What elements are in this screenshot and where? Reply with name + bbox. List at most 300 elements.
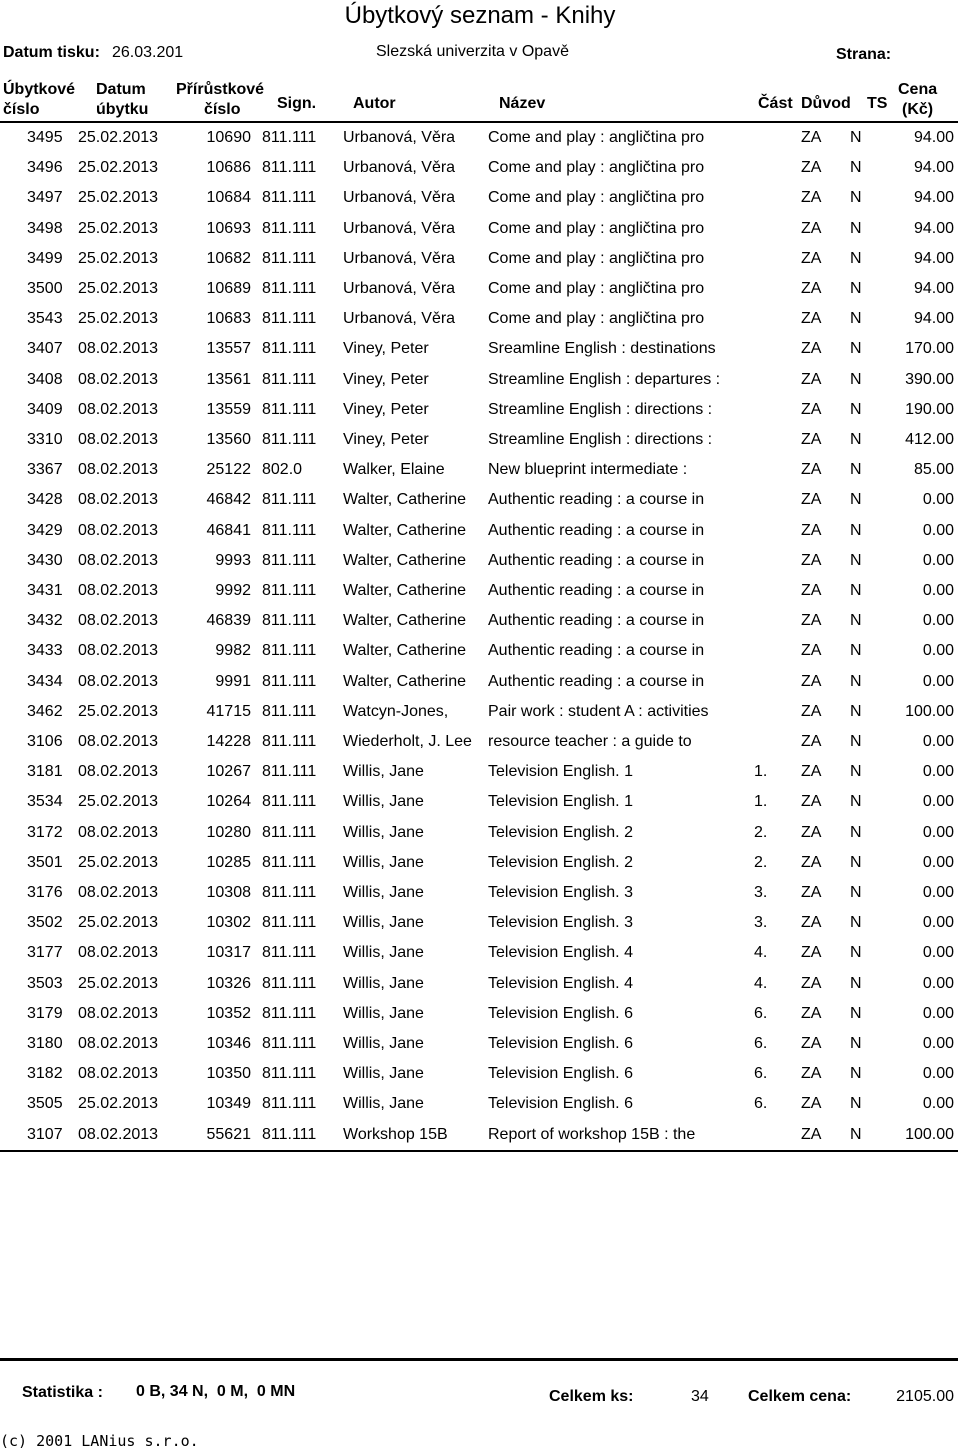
cell-author: Walter, Catherine	[343, 551, 467, 569]
cell-ts: N	[850, 823, 862, 841]
cell-sign: 811.111	[262, 219, 317, 237]
table-row	[0, 304, 960, 334]
table-row	[0, 878, 960, 908]
cell-author: Walter, Catherine	[343, 672, 467, 690]
table-bottom-rule	[0, 1150, 958, 1152]
cell-date: 08.02.2013	[78, 521, 159, 539]
cell-id: 3172	[27, 823, 63, 841]
cell-sign: 811.111	[262, 491, 317, 509]
cell-author: Willis, Jane	[343, 853, 424, 871]
cell-ts: N	[850, 219, 862, 237]
col-header-sign: Sign.	[277, 95, 317, 112]
cell-accession: 10352	[206, 1004, 251, 1022]
cell-price: 0.00	[922, 1035, 954, 1052]
table-row	[0, 606, 960, 636]
cell-title: Come and play : angličtina pro	[488, 219, 705, 237]
cell-ts: N	[850, 793, 862, 811]
cell-reason: ZA	[801, 189, 822, 207]
cell-reason: ZA	[801, 1125, 822, 1143]
cell-title: Authentic reading : a course in	[488, 612, 705, 630]
cell-title: Television English. 2	[488, 823, 633, 841]
cell-id: 3107	[27, 1125, 63, 1143]
cell-price: 85.00	[913, 461, 954, 479]
col-header-author: Autor	[353, 95, 396, 112]
cell-id: 3534	[27, 793, 63, 811]
cell-ts: N	[850, 189, 862, 207]
cell-price: 94.00	[913, 219, 954, 237]
cell-id: 3496	[27, 159, 63, 177]
cell-price: 94.00	[913, 310, 954, 328]
cell-accession: 10689	[206, 280, 251, 297]
cell-date: 25.02.2013	[78, 159, 159, 177]
cell-accession: 13560	[206, 431, 251, 448]
table-row	[0, 455, 960, 485]
total-price-value: 2105.00	[896, 1388, 954, 1405]
cell-title: Television English. 6	[488, 1065, 633, 1083]
cell-date: 08.02.2013	[78, 763, 159, 781]
cell-title: Television English. 3	[488, 914, 633, 932]
cell-ts: N	[850, 1065, 862, 1083]
cell-accession: 9992	[215, 582, 251, 599]
cell-ts: N	[850, 884, 862, 901]
cell-price: 170.00	[905, 340, 954, 358]
cell-accession: 46839	[206, 612, 251, 630]
cell-ts: N	[850, 974, 862, 992]
cell-id: 3409	[27, 400, 63, 418]
statistics-value: 0 B, 34 N, 0 M, 0 MN	[136, 1383, 296, 1400]
cell-accession: 46842	[206, 491, 251, 509]
cell-part: 1.	[754, 793, 768, 811]
cell-price: 190.00	[905, 400, 954, 418]
cell-accession: 10346	[206, 1035, 251, 1052]
cell-author: Urbanová, Věra	[343, 219, 456, 237]
cell-id: 3367	[27, 461, 63, 479]
cell-id: 3497	[27, 189, 63, 207]
cell-ts: N	[850, 672, 862, 690]
page-title: Úbytkový seznam - Knihy	[344, 2, 616, 29]
cell-id: 3106	[27, 733, 63, 750]
table-row	[0, 153, 960, 183]
cell-sign: 811.111	[262, 914, 317, 932]
cell-sign: 811.111	[262, 1065, 317, 1083]
cell-part: 1.	[754, 763, 768, 781]
cell-ts: N	[850, 431, 862, 448]
table-row	[0, 365, 960, 395]
table-row	[0, 334, 960, 364]
cell-date: 08.02.2013	[78, 642, 159, 660]
cell-ts: N	[850, 400, 862, 418]
table-row	[0, 848, 960, 878]
cell-date: 08.02.2013	[78, 823, 159, 841]
cell-date: 08.02.2013	[78, 944, 159, 962]
cell-sign: 811.111	[262, 400, 317, 418]
table-row	[0, 818, 960, 848]
institution-subtitle: Slezská univerzita v Opavě	[376, 43, 569, 60]
cell-author: Willis, Jane	[343, 974, 424, 992]
cell-ts: N	[850, 763, 862, 781]
cell-sign: 802.0	[262, 461, 303, 479]
cell-accession: 10285	[206, 853, 251, 871]
cell-date: 25.02.2013	[78, 702, 159, 720]
cell-author: Willis, Jane	[343, 944, 424, 962]
cell-id: 3432	[27, 612, 63, 630]
cell-id: 3500	[27, 280, 63, 297]
cell-accession: 10686	[206, 159, 251, 177]
cell-sign: 811.111	[262, 974, 317, 992]
cell-reason: ZA	[801, 521, 822, 539]
cell-id: 3495	[27, 129, 63, 146]
cell-id: 3429	[27, 521, 63, 539]
cell-title: resource teacher : a guide to	[488, 733, 692, 750]
cell-ts: N	[850, 280, 862, 297]
cell-price: 0.00	[922, 1065, 954, 1083]
cell-id: 3501	[27, 853, 63, 871]
cell-reason: ZA	[801, 431, 822, 448]
cell-accession: 9982	[215, 642, 251, 660]
table-row	[0, 395, 960, 425]
cell-title: Report of workshop 15B : the	[488, 1125, 696, 1143]
cell-reason: ZA	[801, 310, 822, 328]
cell-sign: 811.111	[262, 823, 317, 841]
cell-sign: 811.111	[262, 370, 317, 388]
cell-author: Workshop 15B	[343, 1125, 448, 1143]
cell-price: 94.00	[913, 159, 954, 177]
cell-reason: ZA	[801, 249, 822, 267]
cell-part: 6.	[754, 1065, 768, 1083]
cell-title: Streamline English : departures :	[488, 370, 721, 388]
cell-reason: ZA	[801, 914, 822, 932]
col-header-price: Cena (Kč)	[898, 81, 938, 118]
cell-title: Come and play : angličtina pro	[488, 129, 705, 146]
table-row	[0, 667, 960, 697]
cell-id: 3181	[27, 763, 63, 781]
cell-author: Urbanová, Věra	[343, 280, 456, 297]
cell-title: Come and play : angličtina pro	[488, 249, 705, 267]
cell-price: 0.00	[922, 944, 954, 962]
cell-accession: 10690	[206, 129, 251, 146]
cell-sign: 811.111	[262, 129, 317, 146]
cell-reason: ZA	[801, 823, 822, 841]
print-date-label: Datum tisku:	[3, 44, 100, 61]
total-count-label: Celkem ks:	[549, 1388, 634, 1405]
cell-reason: ZA	[801, 793, 822, 811]
cell-date: 25.02.2013	[78, 280, 159, 297]
cell-accession: 10280	[206, 823, 251, 841]
table-row	[0, 274, 960, 304]
cell-price: 94.00	[913, 129, 954, 146]
cell-author: Urbanová, Věra	[343, 189, 456, 207]
cell-title: Come and play : angličtina pro	[488, 159, 705, 177]
cell-reason: ZA	[801, 551, 822, 569]
table-row	[0, 1120, 960, 1150]
cell-id: 3498	[27, 219, 63, 237]
cell-sign: 811.111	[262, 159, 317, 177]
cell-date: 08.02.2013	[78, 461, 159, 479]
cell-date: 08.02.2013	[78, 551, 159, 569]
cell-title: Television English. 3	[488, 884, 633, 901]
cell-part: 2.	[754, 853, 768, 871]
cell-date: 25.02.2013	[78, 310, 159, 328]
cell-title: Authentic reading : a course in	[488, 491, 705, 509]
cell-sign: 811.111	[262, 642, 317, 660]
cell-id: 3505	[27, 1095, 63, 1113]
cell-id: 3177	[27, 944, 63, 962]
cell-price: 100.00	[905, 702, 954, 720]
cell-accession: 10684	[206, 189, 251, 207]
cell-reason: ZA	[801, 884, 822, 901]
cell-sign: 811.111	[262, 612, 317, 630]
cell-author: Walter, Catherine	[343, 491, 467, 509]
cell-title: Come and play : angličtina pro	[488, 189, 705, 207]
table-row	[0, 546, 960, 576]
table-row	[0, 969, 960, 999]
cell-part: 6.	[754, 1004, 768, 1022]
col-header-id: Úbytkové číslo	[3, 81, 76, 118]
col-header-accession: Přírůstkové číslo	[176, 81, 265, 118]
cell-author: Willis, Jane	[343, 763, 424, 781]
table-row	[0, 999, 960, 1029]
cell-id: 3462	[27, 702, 63, 720]
table-row	[0, 757, 960, 787]
col-header-part: Část	[758, 95, 793, 112]
cell-accession: 13561	[206, 370, 251, 388]
cell-accession: 13559	[206, 400, 251, 418]
cell-reason: ZA	[801, 370, 822, 388]
cell-author: Urbanová, Věra	[343, 129, 456, 146]
cell-id: 3431	[27, 582, 63, 599]
cell-title: Television English. 6	[488, 1095, 633, 1113]
cell-sign: 811.111	[262, 672, 317, 690]
cell-accession: 10349	[206, 1095, 251, 1113]
cell-date: 08.02.2013	[78, 400, 159, 418]
cell-price: 0.00	[922, 521, 954, 539]
col-header-title: Název	[499, 95, 546, 112]
cell-title: Television English. 1	[488, 793, 633, 811]
cell-author: Viney, Peter	[343, 400, 429, 418]
cell-title: Authentic reading : a course in	[488, 582, 705, 599]
table-row	[0, 787, 960, 817]
cell-price: 0.00	[922, 642, 954, 660]
cell-accession: 10308	[206, 884, 251, 901]
cell-title: Television English. 4	[488, 974, 633, 992]
cell-title: Streamline English : directions :	[488, 431, 713, 448]
cell-ts: N	[850, 461, 862, 479]
cell-author: Willis, Jane	[343, 1004, 424, 1022]
cell-title: Authentic reading : a course in	[488, 551, 705, 569]
cell-accession: 9993	[215, 551, 251, 569]
cell-author: Wiederholt, J. Lee	[343, 733, 472, 750]
cell-title: Pair work : student A : activities	[488, 702, 709, 720]
cell-ts: N	[850, 340, 862, 358]
cell-id: 3543	[27, 310, 63, 328]
cell-price: 0.00	[922, 823, 954, 841]
cell-reason: ZA	[801, 853, 822, 871]
cell-date: 25.02.2013	[78, 914, 159, 932]
cell-accession: 10693	[206, 219, 251, 237]
cell-sign: 811.111	[262, 1125, 317, 1143]
col-header-date: Datum úbytku	[96, 81, 149, 118]
table-row	[0, 636, 960, 666]
table-row	[0, 697, 960, 727]
cell-id: 3182	[27, 1065, 63, 1083]
cell-reason: ZA	[801, 763, 822, 781]
cell-reason: ZA	[801, 1095, 822, 1113]
cell-date: 08.02.2013	[78, 1065, 159, 1083]
cell-sign: 811.111	[262, 763, 317, 781]
cell-author: Viney, Peter	[343, 340, 429, 358]
cell-accession: 55621	[206, 1125, 251, 1143]
total-price-label: Celkem cena:	[748, 1388, 852, 1405]
cell-accession: 14228	[206, 733, 251, 750]
table-row	[0, 1029, 960, 1059]
cell-title: Television English. 6	[488, 1004, 633, 1022]
cell-reason: ZA	[801, 733, 822, 750]
statistics-label: Statistika :	[22, 1384, 103, 1401]
cell-date: 25.02.2013	[78, 853, 159, 871]
cell-reason: ZA	[801, 1004, 822, 1022]
cell-reason: ZA	[801, 400, 822, 418]
cell-price: 0.00	[922, 1095, 954, 1113]
cell-sign: 811.111	[262, 582, 317, 599]
table-row	[0, 485, 960, 515]
cell-author: Willis, Jane	[343, 793, 424, 811]
cell-author: Walter, Catherine	[343, 521, 467, 539]
cell-price: 0.00	[922, 974, 954, 992]
cell-sign: 811.111	[262, 189, 317, 207]
cell-accession: 10317	[206, 944, 251, 962]
cell-sign: 811.111	[262, 431, 317, 448]
cell-author: Urbanová, Věra	[343, 249, 456, 267]
cell-part: 2.	[754, 823, 768, 841]
cell-sign: 811.111	[262, 702, 317, 720]
cell-reason: ZA	[801, 340, 822, 358]
cell-id: 3502	[27, 914, 63, 932]
cell-title: Television English. 2	[488, 853, 633, 871]
cell-ts: N	[850, 733, 862, 750]
cell-price: 0.00	[922, 582, 954, 599]
cell-price: 94.00	[913, 189, 954, 207]
cell-ts: N	[850, 310, 862, 328]
cell-author: Watcyn-Jones,	[343, 702, 449, 720]
cell-sign: 811.111	[262, 733, 317, 750]
cell-title: Television English. 1	[488, 763, 633, 781]
copyright-notice: (c) 2001 LANius s.r.o.	[0, 1432, 199, 1450]
cell-sign: 811.111	[262, 793, 317, 811]
cell-id: 3408	[27, 370, 63, 388]
cell-reason: ZA	[801, 461, 822, 479]
cell-price: 0.00	[922, 733, 954, 750]
cell-author: Urbanová, Věra	[343, 310, 456, 328]
cell-ts: N	[850, 642, 862, 660]
cell-sign: 811.111	[262, 1035, 317, 1052]
cell-part: 6.	[754, 1035, 768, 1052]
cell-accession: 10683	[206, 310, 251, 328]
print-date-value: 26.03.201	[112, 44, 184, 61]
cell-sign: 811.111	[262, 249, 317, 267]
cell-author: Willis, Jane	[343, 914, 424, 932]
cell-ts: N	[850, 1125, 862, 1143]
cell-date: 25.02.2013	[78, 793, 159, 811]
cell-price: 0.00	[922, 491, 954, 509]
cell-date: 08.02.2013	[78, 884, 159, 901]
cell-reason: ZA	[801, 159, 822, 177]
cell-accession: 10326	[206, 974, 251, 992]
cell-price: 0.00	[922, 914, 954, 932]
cell-ts: N	[850, 582, 862, 599]
cell-sign: 811.111	[262, 884, 317, 901]
total-count-value: 34	[691, 1388, 709, 1405]
cell-id: 3176	[27, 884, 63, 901]
cell-reason: ZA	[801, 974, 822, 992]
cell-sign: 811.111	[262, 551, 317, 569]
cell-part: 3.	[754, 884, 768, 901]
cell-date: 08.02.2013	[78, 431, 159, 448]
cell-reason: ZA	[801, 944, 822, 962]
cell-id: 3430	[27, 551, 63, 569]
cell-title: Authentic reading : a course in	[488, 672, 705, 690]
cell-ts: N	[850, 370, 862, 388]
cell-id: 3433	[27, 642, 63, 660]
cell-sign: 811.111	[262, 521, 317, 539]
table-row	[0, 576, 960, 606]
cell-price: 0.00	[922, 672, 954, 690]
cell-author: Walter, Catherine	[343, 582, 467, 599]
cell-id: 3310	[27, 431, 63, 448]
cell-price: 0.00	[922, 884, 954, 901]
cell-date: 25.02.2013	[78, 189, 159, 207]
cell-ts: N	[850, 612, 862, 630]
cell-title: Come and play : angličtina pro	[488, 310, 705, 328]
cell-ts: N	[850, 702, 862, 720]
cell-price: 94.00	[913, 249, 954, 267]
cell-date: 08.02.2013	[78, 1125, 159, 1143]
cell-reason: ZA	[801, 491, 822, 509]
cell-reason: ZA	[801, 129, 822, 146]
cell-date: 08.02.2013	[78, 733, 159, 750]
cell-ts: N	[850, 521, 862, 539]
cell-reason: ZA	[801, 280, 822, 297]
cell-ts: N	[850, 491, 862, 509]
cell-author: Willis, Jane	[343, 1035, 424, 1052]
table-row	[0, 516, 960, 546]
cell-ts: N	[850, 853, 862, 871]
footer-rule	[0, 1358, 958, 1361]
cell-ts: N	[850, 944, 862, 962]
cell-price: 0.00	[922, 1004, 954, 1022]
cell-sign: 811.111	[262, 280, 317, 297]
table-row	[0, 183, 960, 213]
cell-sign: 811.111	[262, 1095, 317, 1113]
cell-accession: 13557	[206, 340, 251, 358]
table-row	[0, 123, 960, 153]
cell-author: Viney, Peter	[343, 370, 429, 388]
cell-accession: 46841	[206, 521, 251, 539]
cell-price: 412.00	[905, 431, 954, 448]
cell-price: 0.00	[922, 763, 954, 781]
cell-date: 08.02.2013	[78, 612, 159, 630]
cell-price: 0.00	[922, 612, 954, 630]
cell-id: 3428	[27, 491, 63, 509]
cell-accession: 41715	[206, 702, 251, 720]
cell-price: 0.00	[922, 793, 954, 811]
cell-reason: ZA	[801, 702, 822, 720]
table-row	[0, 425, 960, 455]
cell-reason: ZA	[801, 1035, 822, 1052]
cell-sign: 811.111	[262, 340, 317, 358]
table-row	[0, 908, 960, 938]
table-row	[0, 1089, 960, 1119]
cell-date: 25.02.2013	[78, 1095, 159, 1113]
